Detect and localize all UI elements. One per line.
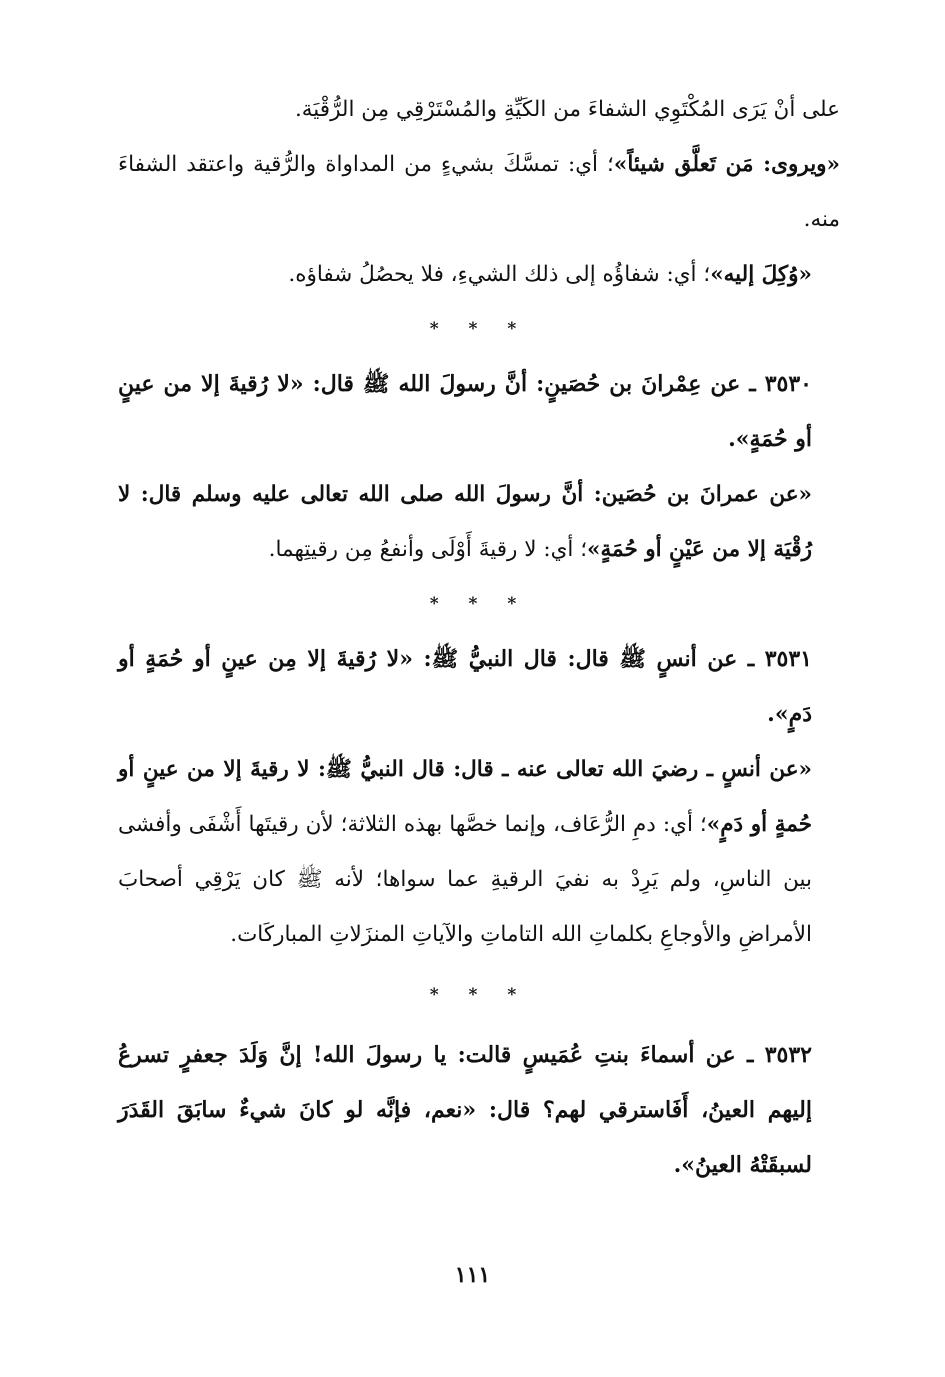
paragraph-text: ؛ أي: لا رقيةَ أَوْلَى وأنفعُ مِن رقيتِهما.: [268, 537, 588, 562]
page-number: ١١١: [454, 1262, 491, 1288]
quoted-phrase: «عن أنسٍ ـ رضيَ الله تعالى عنه ـ قال: قال النبيُّ ﷺ: لا رقيةَ إلا من عينٍ أو حُمةٍ أو دَمٍ»: [118, 757, 812, 837]
hadith-3532: [118, 1028, 840, 1193]
section-separator: * * *: [429, 985, 529, 1005]
quoted-phrase: «ويروى: مَن تَعلَّق شيئاً»: [613, 152, 840, 177]
commentary-paragraph: [118, 82, 840, 137]
paragraph-text: على أنْ يَرَى المُكْتَوِي الشفاءَ من الكَيِّةِ والمُسْتَرْقِي مِن الرُّقْيَة.: [294, 97, 840, 122]
hadith-3530: [118, 357, 840, 467]
hadith-text: ٣٥٣٠ ـ عن عِمْرانَ بن حُصَينٍ: أنَّ رسولَ الله ﷺ قال: «لا رُقيةَ إلا من عينٍ أو حُمَةٍ».: [118, 371, 812, 452]
commentary-paragraph: [118, 467, 840, 577]
page-body: [118, 82, 840, 1193]
commentary-paragraph: [118, 247, 840, 302]
commentary-paragraph: [118, 742, 840, 962]
hadith-text: ٣٥٣٢ ـ عن أسماءَ بنتِ عُمَيسٍ قالت: يا رسولَ الله! إنَّ وَلَدَ جعفرٍ تسرعُ إليهم العينُ، أَفَاسترقي لهم؟ قال: «نعم، فإنَّه لو كانَ شيءٌ سابَقَ القَدَرَ لسبقَتْهُ العينُ».: [118, 1042, 812, 1178]
section-separator: * * *: [429, 319, 529, 339]
quoted-phrase: «عن عمرانَ بن حُصَين: أنَّ رسولَ الله صلى الله تعالى عليه وسلم قال: لا رُقْيَة إلا من عَيْنٍ أو حُمَةٍ»: [118, 482, 812, 562]
paragraph-text: ؛ أي: تمسَّكَ بشيءٍ من المداواة والرُّقية واعتقد الشفاءَ منه.: [118, 152, 840, 232]
commentary-paragraph: [118, 137, 840, 247]
section-separator: * * *: [429, 594, 529, 614]
hadith-3531: [118, 632, 840, 742]
paragraph-text: ؛ أي: شفاؤُه إلى ذلك الشيءِ، فلا يحصُلُ شفاؤه.: [288, 262, 711, 287]
quoted-phrase: «وُكِلَ إليه»: [710, 262, 812, 287]
hadith-text: ٣٥٣١ ـ عن أنسٍ ﷺ قال: قال النبيُّ ﷺ: «لا رُقيةَ إلا مِن عينٍ أو حُمَةٍ أو دَمٍ».: [118, 646, 812, 727]
paragraph-text: ؛ أي: دمِ الرُّعَاف، وإنما خصَّها بهذه الثلاثة؛ لأن رقيتَها أَشْفَى وأفشى بين الناسِ، ولم يَرِدْ به نفيَ الرقيةِ عما سواها؛ لأنه ﷺ كان يَرْقِي أصحابَ الأمراضِ والأوجاعِ بكلماتِ الله التاماتِ والآياتِ المنزَلاتِ المباركَات.: [118, 812, 812, 947]
